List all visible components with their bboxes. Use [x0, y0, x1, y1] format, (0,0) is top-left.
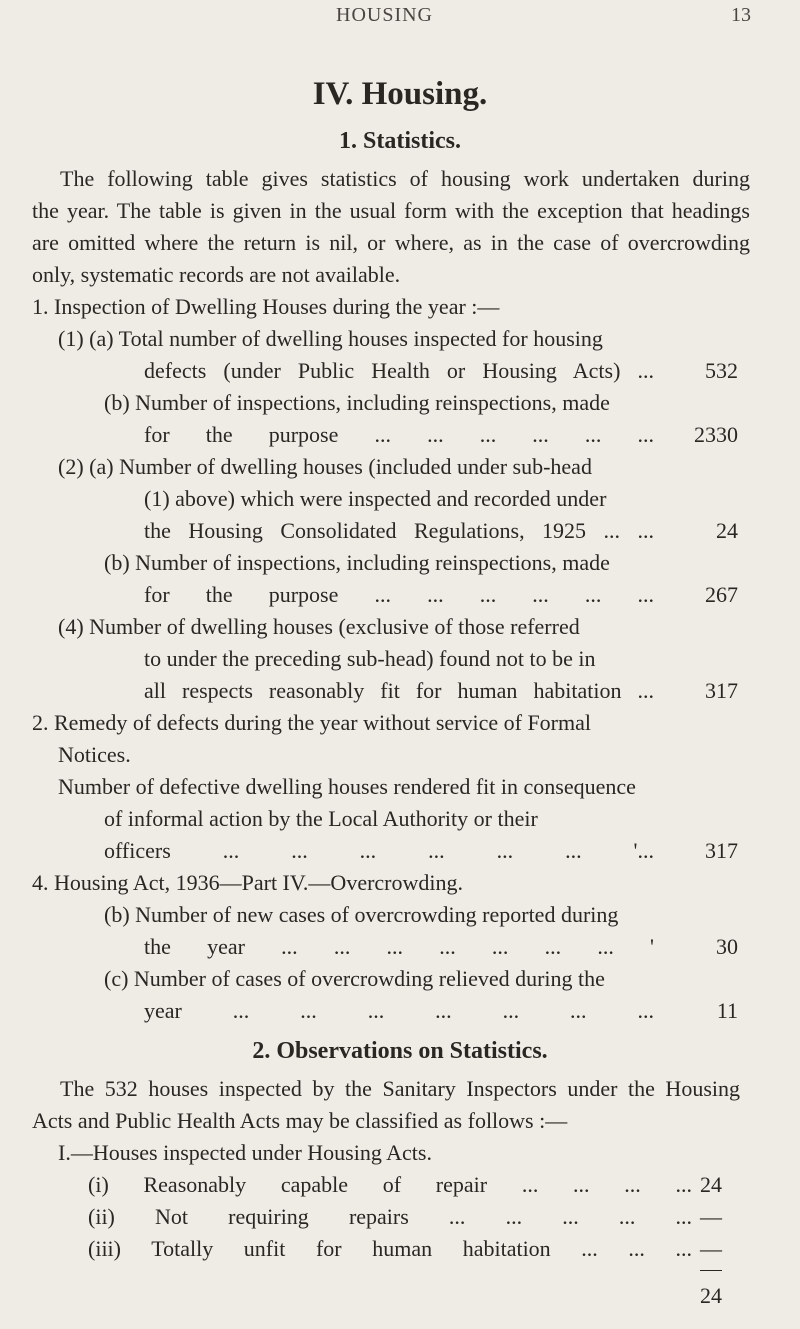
subsection-title-statistics: 1. Statistics.	[339, 128, 461, 154]
item-2-line-2: Notices.	[58, 742, 131, 767]
item-1-1b-line-1: (b) Number of inspections, including reinspections, made	[104, 390, 610, 415]
item-1-2b-line-2: for the purpose ... ... ... ... ... ...	[144, 582, 654, 607]
group-1-row-3-value: —	[700, 1236, 722, 1261]
item-1-1b-value: 2330	[694, 422, 738, 447]
item-1-2a-line-2: (1) above) which were inspected and recorded under	[144, 486, 607, 511]
group-1-heading: I.—Houses inspected under Housing Acts.	[58, 1140, 432, 1165]
item-1-heading: 1. Inspection of Dwelling Houses during the year :—	[32, 294, 500, 319]
item-4c-line-2: year ... ... ... ... ... ... ...	[144, 998, 654, 1023]
intro-line-1: The following table gives statistics of housing work undertaken during	[60, 166, 750, 191]
item-2-number-line-3: officers ... ... ... ... ... ... '...	[104, 838, 654, 863]
group-1-row-1-value: 24	[700, 1172, 722, 1197]
item-1-4-line-2: to under the preceding sub-head) found not to be in	[144, 646, 596, 671]
item-2-number-line-1: Number of defective dwelling houses rendered fit in consequence	[58, 774, 636, 799]
item-1-4-line-3: all respects reasonably fit for human habitation ...	[144, 678, 654, 703]
item-1-2b-value: 267	[705, 582, 738, 607]
item-1-1a-line-1: (1) (a) Total number of dwelling houses inspected for housing	[58, 326, 603, 351]
item-1-2a-line-3: the Housing Consolidated Regulations, 1925 ... ...	[144, 518, 654, 543]
item-4b-line-1: (b) Number of new cases of overcrowding reported during	[104, 902, 619, 927]
item-4b-line-2: the year ... ... ... ... ... ... ... '	[144, 934, 654, 959]
group-1-total: 24	[700, 1283, 722, 1308]
item-1-4-line-1: (4) Number of dwelling houses (exclusive of those referred	[58, 614, 580, 639]
item-4b-value: 30	[716, 934, 738, 959]
item-1-4-value: 317	[705, 678, 738, 703]
item-1-2b-line-1: (b) Number of inspections, including reinspections, made	[104, 550, 610, 575]
intro-line-2: the year. The table is given in the usual form with the exception that headings	[32, 198, 750, 223]
running-title: HOUSING	[336, 4, 433, 26]
item-1-1a-line-2: defects (under Public Health or Housing Acts) ...	[144, 358, 654, 383]
group-1-row-2-label: (ii) Not requiring repairs ... ... ... ... ...	[88, 1204, 692, 1229]
item-2-value: 317	[705, 838, 738, 863]
item-2-line-1: 2. Remedy of defects during the year without service of Formal	[32, 710, 592, 735]
intro-line-4: only, systematic records are not available.	[32, 262, 401, 287]
item-2-number-line-2: of informal action by the Local Authority or their	[104, 806, 538, 831]
group-1-row-1-label: (i) Reasonably capable of repair ... ... ... ...	[88, 1172, 692, 1197]
observations-line-1: The 532 houses inspected by the Sanitary Inspectors under the Housing	[60, 1076, 740, 1101]
item-4c-line-1: (c) Number of cases of overcrowding relieved during the	[104, 966, 605, 991]
item-4c-value: 11	[716, 998, 738, 1023]
group-1-sum-rule	[700, 1270, 722, 1271]
intro-line-3: are omitted where the return is nil, or where, as in the case of overcrowding	[32, 230, 750, 255]
page-number: 13	[731, 4, 751, 26]
item-1-2a-value: 24	[716, 518, 738, 543]
item-1-2a-line-1: (2) (a) Number of dwelling houses (included under sub-head	[58, 454, 592, 479]
item-1-1a-value: 532	[705, 358, 738, 383]
group-1-row-2-value: —	[700, 1204, 722, 1229]
group-1-row-3-label: (iii) Totally unfit for human habitation ... ... ...	[88, 1236, 692, 1261]
observations-line-2: Acts and Public Health Acts may be classified as follows :—	[32, 1108, 568, 1133]
section-title: IV. Housing.	[312, 76, 488, 112]
item-1-1b-line-2: for the purpose ... ... ... ... ... ...	[144, 422, 654, 447]
item-4-heading: 4. Housing Act, 1936—Part IV.—Overcrowding.	[32, 870, 463, 895]
subsection-title-observations: 2. Observations on Statistics.	[252, 1038, 548, 1064]
